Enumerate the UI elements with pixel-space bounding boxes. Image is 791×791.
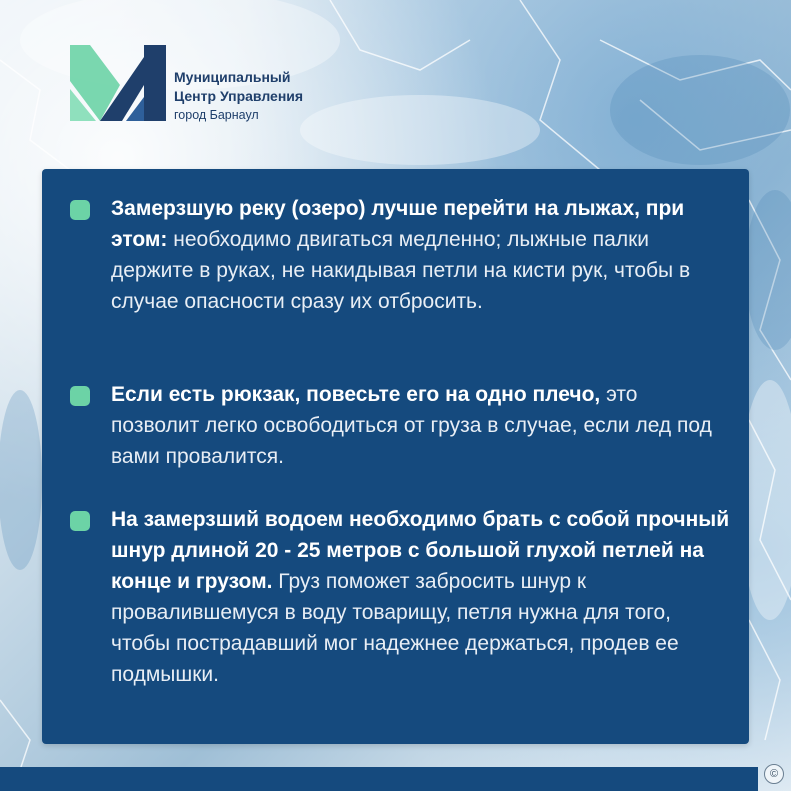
logo-title-line2: Центр Управления (174, 88, 304, 104)
bottom-bar (0, 767, 758, 791)
bullet-icon (70, 200, 90, 220)
list-item-normal: необходимо двигаться медленно; лыжные палки держите в руках, не накидывая петли на кисти рук, чтобы в случае опасности сразу их отбросить. (111, 228, 691, 313)
logo-title-line1: Муниципальный (174, 69, 291, 85)
logo (70, 45, 310, 125)
list-item (70, 193, 730, 317)
list-item-text (111, 504, 730, 690)
list-item-normal: Груз поможет забросить шнур к провалившемуся в воду товарищу, петля нужна для того, чтобы пострадавший мог надежнее держаться, продев ее подмышки. (111, 570, 679, 686)
list-item (70, 504, 730, 690)
list-item (70, 379, 730, 472)
list-item-bold: Замерзшую реку (озеро) лучше перейти на лыжах, при этом: (111, 197, 685, 251)
list-item-bold: Если есть рюкзак, повесьте его на одно плечо, (111, 383, 601, 406)
list-item-text (111, 379, 730, 472)
list-item-text (111, 193, 730, 317)
bullet-icon (70, 386, 90, 406)
bullet-icon (70, 511, 90, 531)
logo-text (174, 68, 303, 125)
logo-mark-icon (70, 45, 166, 121)
list-item-bold: На замерзший водоем необходимо брать с собой прочный шнур длиной 20 - 25 метров с большой глухой петлей на конце и грузом. (111, 508, 730, 593)
copyright-icon: © (764, 764, 784, 784)
logo-city: город Барнаул (174, 108, 259, 122)
list-item-normal: это позволит легко освободиться от груза в случае, если лед под вами провалится. (111, 383, 712, 468)
